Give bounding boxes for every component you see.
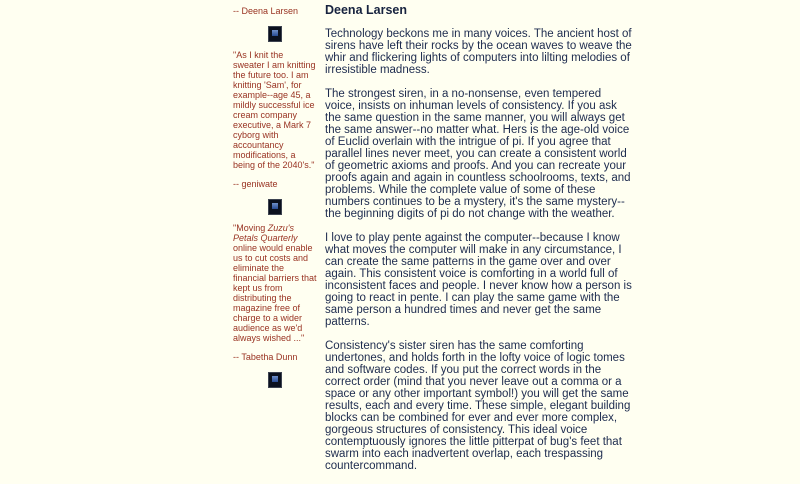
- paragraph-pente: I love to play pente against the computer--because I know what moves the computer will make in any circumstance, I can create the same patterns in the game over and over again. This consistent voice is comforting in a world full of inconsistent faces and people. I never know how a person is going to react in pente. I can play the same game with the same person a hundred times and never get the same patterns.: [325, 232, 632, 328]
- quote2-journal-title: Zuzu's Petals Quarterly: [233, 223, 298, 243]
- paragraph-strongest-siren: The strongest siren, in a no-nonsense, even tempered voice, insists on inhuman levels of consistency. If you ask the same question in the same manner, you will always get the same answer--no matter what. Hers is the age-old voice of Euclid overlain with the intrigue of pi. If you agree that parallel lines never meet, you can create a consistent world of geometric axioms and proofs. And you can recreate your proofs again and again in countless schoolrooms, texts, and problems. While the complete value of some of these numbers continues to be a mystery, it's the same mystery--the beginning digits of pi do not change with the weather.: [325, 88, 631, 220]
- nav-button-icon[interactable]: [268, 372, 282, 388]
- nav-button-glyph: [272, 203, 278, 209]
- nav-button-glyph: [272, 376, 278, 382]
- paragraph-technology: Technology beckons me in many voices. The ancient host of sirens have left their rocks by the ocean waves to weave the whir and flickering lights of computers into lilting melodies of irresistible madness.: [325, 28, 632, 76]
- nav-button-icon[interactable]: [268, 199, 282, 215]
- quote2-pre: "Moving: [233, 223, 268, 233]
- quote-text-tabetha: [233, 223, 317, 343]
- quote-attribution-geniwate: -- geniwate: [233, 179, 278, 189]
- sidebar: [233, 0, 317, 396]
- quote-attribution-tabetha: -- Tabetha Dunn: [233, 352, 298, 362]
- quote-text-geniwate: "As I knit the sweater I am knitting the future too. I am knitting 'Sam', for example--age 45, a mildly successful ice cream company executive, a Mark 7 cyborg with accountancy modifications, a being of the 2040's.": [233, 50, 316, 170]
- article: [325, 0, 633, 484]
- nav-button-icon[interactable]: [268, 26, 282, 42]
- quote2-post: online would enable us to cut costs and eliminate the financial barriers that kept us from distributing the magazine free of charge to a wider audience as we'd always wished ...": [233, 243, 317, 343]
- author-credit: -- Deena Larsen: [233, 6, 299, 16]
- page-title: Deena Larsen: [325, 3, 407, 17]
- nav-button-glyph: [272, 30, 278, 36]
- paragraph-sister-siren: Consistency's sister siren has the same comforting undertones, and holds forth in the lofty voice of logic tomes and software codes. If you put the correct words in the correct order (mind that you never leave out a comma or a space or any other important symbol!) you will get the same results, each and every time. These simple, elegant building blocks can be combined for ever and ever more complex, gorgeous structures of consistency. This ideal voice contemptuously ignores the little pitterpat of bug's feet that swarm into each inadvertent overlap, each trespassing countercommand.: [325, 340, 631, 472]
